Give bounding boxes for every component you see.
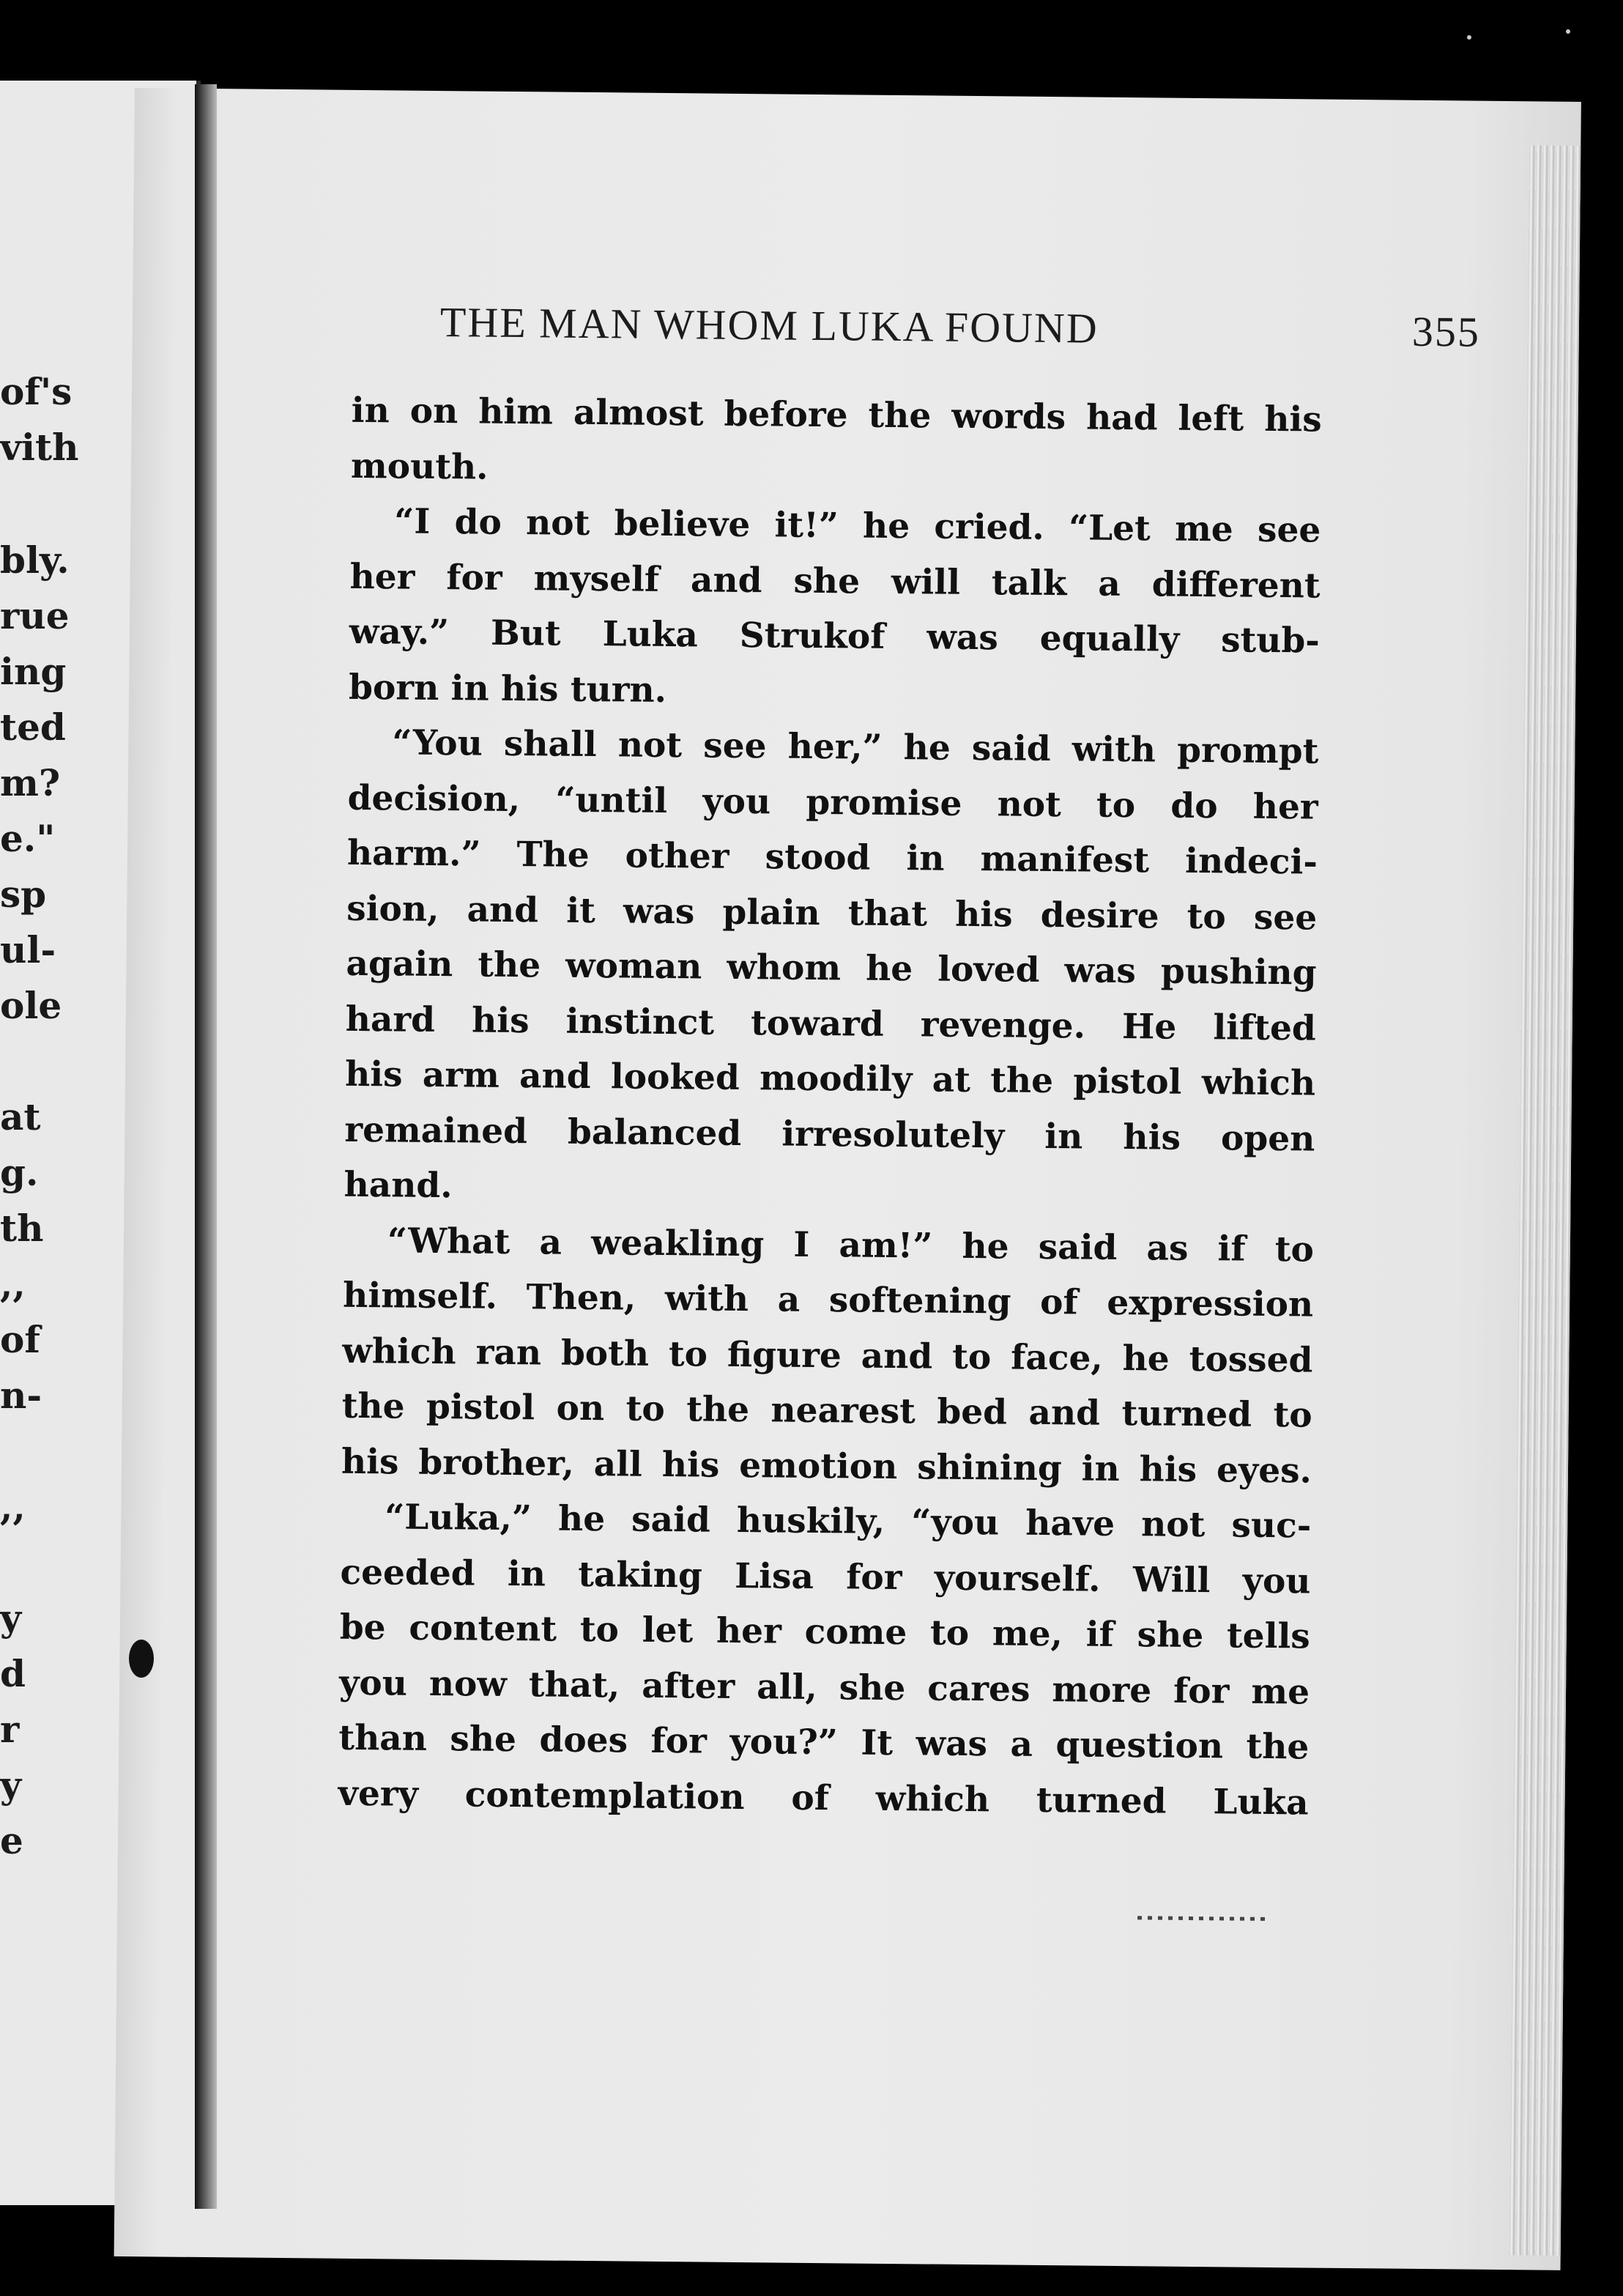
binding-mark — [129, 1640, 154, 1678]
left-page-fragment: g. — [0, 1151, 39, 1194]
left-page-fragment: ,, — [0, 1485, 26, 1528]
text-line: be content to let her come to me, if she tells — [339, 1607, 1311, 1657]
text-line: hard his instinct toward revenge. He lifted — [345, 999, 1317, 1049]
left-page-fragment: of — [0, 1318, 40, 1361]
text-line: sion, and it was plain that his desire to see — [346, 888, 1318, 938]
text-line: way.” But Luka Strukof was equally stub- — [349, 611, 1321, 662]
left-page-fragment: ing — [0, 650, 67, 693]
print-smudge — [1137, 1916, 1266, 1921]
left-page-fragment: y — [0, 1596, 22, 1640]
text-line: born in his turn. — [348, 667, 667, 711]
left-page-fragment: vith — [0, 426, 79, 469]
left-page-fragment: e — [0, 1819, 23, 1862]
text-line: very contemplation of which turned Luka — [338, 1773, 1309, 1823]
left-page-fragment: ul- — [0, 928, 56, 971]
page-stack-edge — [1509, 145, 1581, 2256]
left-page-fragment: n- — [0, 1374, 42, 1417]
body-text — [338, 383, 1322, 1831]
left-page-fragment: e." — [0, 817, 56, 860]
text-line: ceeded in taking Lisa for yourself. Will you — [340, 1552, 1311, 1602]
text-line: his arm and looked moodily at the pistol which — [344, 1053, 1316, 1104]
left-page-fragment: sp — [0, 873, 47, 916]
dust-speck — [1566, 29, 1570, 34]
text-line: decision, “until you promise not to do her — [347, 777, 1318, 828]
text-line: hand. — [343, 1164, 453, 1207]
left-page-fragment: ole — [0, 984, 62, 1027]
running-head — [440, 297, 1481, 357]
left-page-fragment: rue — [0, 594, 70, 637]
left-page-fragment: ,, — [0, 1262, 26, 1306]
text-line: the pistol on to the nearest bed and turned to — [341, 1385, 1312, 1436]
left-page-fragment: r — [0, 1708, 20, 1751]
text-line: again the woman whom he loved was pushing — [346, 943, 1317, 993]
text-line: which ran both to figure and to face, he tossed — [342, 1330, 1313, 1381]
left-page-fragment: th — [0, 1207, 44, 1250]
left-page-fragment: y — [0, 1763, 22, 1807]
left-page-fragment: d — [0, 1652, 26, 1695]
text-line: her for myself and she will talk a different — [349, 556, 1321, 607]
text-line: “You shall not see her,” he said with prompt — [392, 722, 1319, 772]
book-spine — [195, 84, 217, 2209]
text-line: “I do not believe it!” he cried. “Let me see — [394, 501, 1321, 551]
left-page-fragment: ted — [0, 706, 66, 749]
text-line: harm.” The other stood in manifest indeci- — [346, 832, 1318, 883]
left-page-fragment: at — [0, 1095, 41, 1138]
text-line: remained balanced irresolutely in his open — [344, 1109, 1315, 1160]
book-page — [114, 88, 1581, 2270]
text-line: himself. Then, with a softening of expression — [342, 1275, 1314, 1325]
text-line: you now that, after all, she cares more for me — [338, 1662, 1310, 1712]
text-line: in on him almost before the words had left his — [351, 390, 1322, 440]
left-page-fragment: bly. — [0, 538, 70, 582]
running-title: THE MAN WHOM LUKA FOUND — [439, 298, 1099, 352]
text-line: than she does for you?” It was a question the — [338, 1717, 1310, 1768]
text-line: “Luka,” he said huskily, “you have not suc- — [385, 1497, 1312, 1547]
text-line: “What a weakling I am!” he said as if to — [387, 1220, 1315, 1270]
left-page-fragment: m? — [0, 761, 61, 804]
text-line: his brother, all his emotion shining in his eyes. — [341, 1441, 1312, 1492]
dust-speck — [1467, 35, 1471, 40]
text-line: mouth. — [350, 445, 489, 488]
left-page-fragment: of's — [0, 370, 73, 413]
page-number: 355 — [1411, 307, 1481, 356]
